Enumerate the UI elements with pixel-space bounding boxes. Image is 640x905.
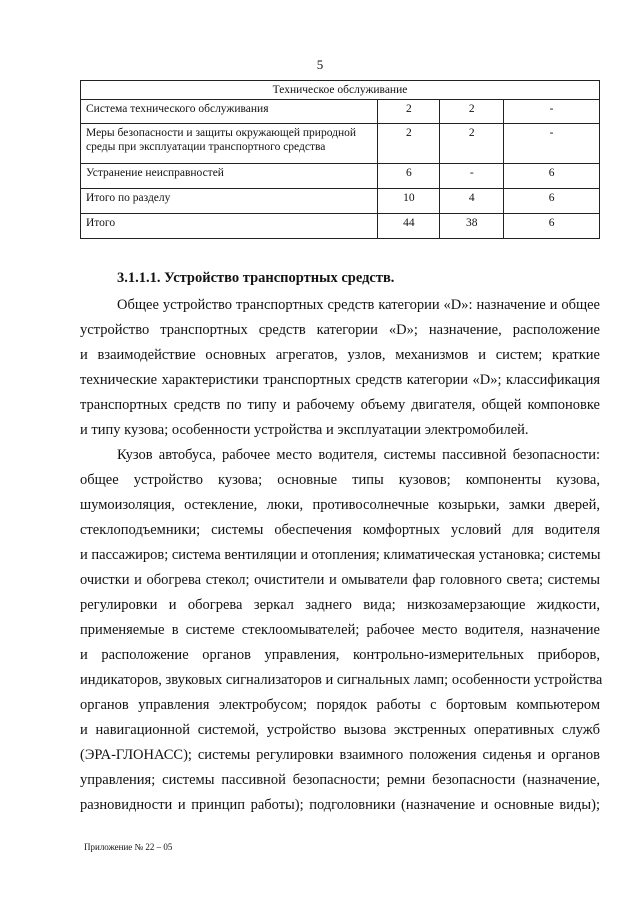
table-row: [81, 124, 600, 164]
page-number: 5: [316, 57, 324, 72]
table-section-title: Техническое обслуживание: [81, 81, 600, 100]
text-line: и пассажиров; система вентиляции и отопления; климатическая установка; системы: [80, 547, 601, 563]
table-cell-name: Меры безопасности и защиты окружающей природной среды при эксплуатации транспортного средства: [81, 124, 378, 164]
paragraph-general-device: [80, 293, 600, 443]
text-line: общее устройство кузова; основные типы кузовов; компоненты кузова,: [80, 472, 600, 488]
table-section-row: [81, 81, 600, 100]
text-line: управления; системы пассивной безопасности; ремни безопасности (назначение,: [80, 772, 600, 788]
table-cell-name: Итого: [81, 214, 378, 239]
text-line: шумоизоляция, остекление, люки, противосолнечные козырьки, замки дверей,: [80, 497, 600, 513]
table-cell-name: Устранение неисправностей: [81, 164, 378, 189]
table-row: [81, 100, 600, 124]
text-line: и типу кузова; особенности устройства и эксплуатации электромобилей.: [80, 422, 529, 438]
text-line: применяемые в системе стеклоомывателей; рабочее место водителя, назначение: [80, 622, 600, 638]
table-cell-value: 2: [440, 124, 504, 164]
text-line: Общее устройство транспортных средств категории «D»: назначение и общее: [117, 297, 600, 313]
section-heading: 3.1.1.1. Устройство транспортных средств.: [117, 270, 395, 286]
table-cell-value: 2: [378, 124, 440, 164]
text-line: регулировки и обогрева зеркал заднего вида; низкозамерзающие жидкости,: [80, 597, 600, 613]
text-line: транспортных средств по типу и рабочему объему двигателя, общей компоновке: [80, 397, 600, 413]
paragraph-bus-body: [80, 443, 603, 818]
table-row: [81, 164, 600, 189]
text-line: Кузов автобуса, рабочее место водителя, системы пассивной безопасности:: [117, 447, 600, 463]
text-line: и навигационной системой, устройство вызова экстренных оперативных служб: [80, 722, 600, 738]
table-cell-value: 2: [440, 100, 504, 124]
table-cell-value: 38: [440, 214, 504, 239]
text-line: и взаимодействие основных агрегатов, узлов, механизмов и систем; краткие: [80, 347, 600, 363]
table-cell-name: Система технического обслуживания: [81, 100, 378, 124]
table-cell-value: 6: [504, 214, 600, 239]
table-cell-value: 6: [504, 189, 600, 214]
footer-note: Приложение № 22 – 05: [84, 842, 173, 852]
text-line: разновидности и принцип работы); подголовники (назначение и основные виды);: [80, 797, 600, 813]
text-line: технические характеристики транспортных средств категории «D»; классификация: [80, 372, 600, 388]
table-cell-value: -: [440, 164, 504, 189]
table-cell-value: -: [504, 100, 600, 124]
table-cell-value: 6: [504, 164, 600, 189]
table-cell-value: -: [504, 124, 600, 164]
table-row: [81, 189, 600, 214]
table-cell-value: 4: [440, 189, 504, 214]
table-cell-value: 44: [378, 214, 440, 239]
text-line: устройство транспортных средств категории «D»; назначение, расположение: [80, 322, 600, 338]
text-line: индикаторов, звуковых сигнализаторов и сигнальных ламп; особенности устройства: [80, 672, 603, 688]
text-line: очистки и обогрева стекол; очистители и омыватели фар головного света; системы: [80, 572, 600, 588]
hours-table: [80, 80, 600, 239]
table-cell-value: 2: [378, 100, 440, 124]
table-cell-value: 10: [378, 189, 440, 214]
table-cell-name: Итого по разделу: [81, 189, 378, 214]
text-line: (ЭРА-ГЛОНАСС); системы регулировки взаимного положения сиденья и органов: [80, 747, 600, 763]
table-row: [81, 214, 600, 239]
text-line: и расположение органов управления, контрольно-измерительных приборов,: [80, 647, 600, 663]
text-line: стеклоподъемники; системы обеспечения комфортных условий для водителя: [80, 522, 600, 538]
text-line: органов управления электробусом; порядок работы с бортовым компьютером: [80, 697, 600, 713]
table-cell-value: 6: [378, 164, 440, 189]
